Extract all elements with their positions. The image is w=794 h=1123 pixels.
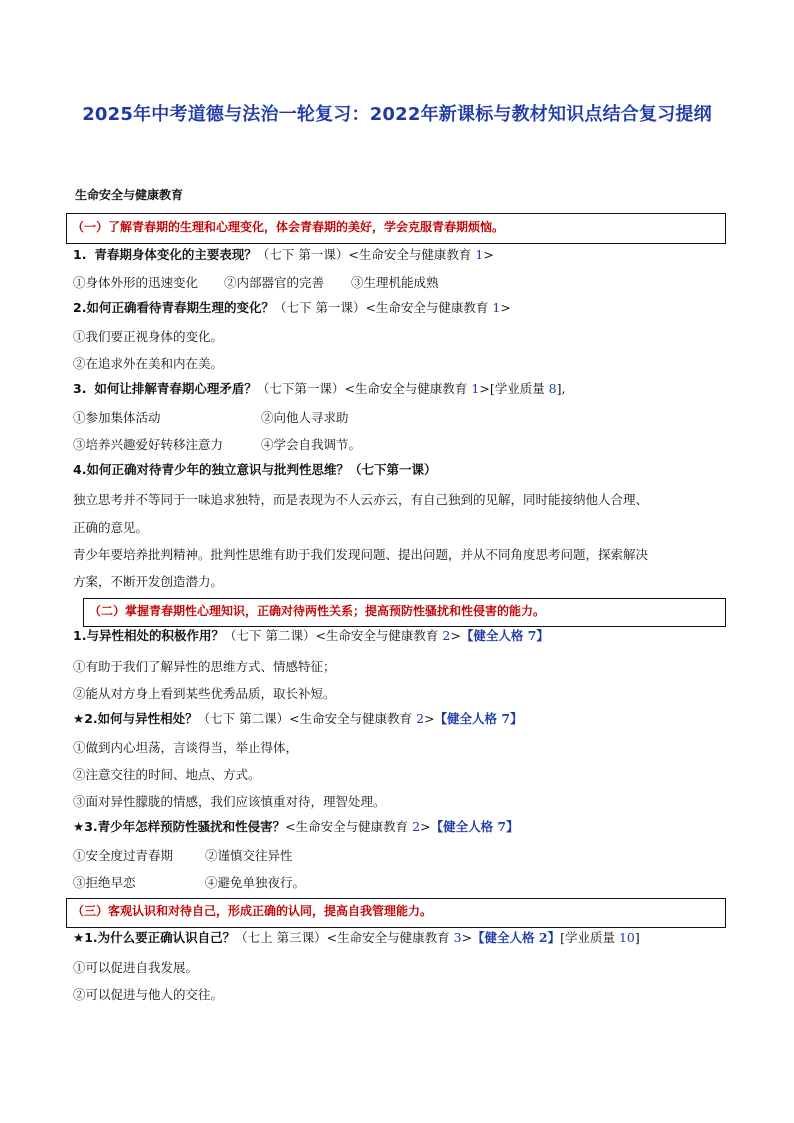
paragraph-line: 方案，不断开发创造潜力。 — [73, 574, 224, 589]
topic-box-3-text: （三）客观认识和对待自己，形成正确的认同，提高自我管理能力。 — [72, 904, 433, 918]
question-3 — [73, 381, 565, 397]
question-number: 2. — [73, 300, 87, 315]
standard-ref-close: > — [500, 300, 511, 315]
answer-item: ②可以促进与他人的交往。 — [73, 987, 224, 1002]
quality-ref: >[学业质量 — [479, 381, 549, 396]
answer-item: ③面对异性朦胧的情感，我们应该慎重对待，理智处理。 — [73, 794, 386, 809]
question-number: 1. — [73, 247, 87, 262]
personality-tag: 【健全人格 7】 — [434, 711, 523, 726]
standard-ref: <生命安全与健康教育 — [326, 930, 454, 945]
standard-ref-number: 1 — [475, 247, 484, 262]
standard-ref: <生命安全与健康教育 — [289, 711, 417, 726]
question-5 — [73, 628, 549, 644]
answer-item: ④学会自我调节。 — [261, 437, 362, 452]
course-ref: （七下第一课） — [348, 462, 437, 477]
standard-ref-close: > — [420, 819, 431, 834]
question-4 — [73, 462, 436, 478]
question-number: 4. — [73, 462, 87, 477]
standard-ref-number: 2 — [442, 628, 451, 643]
topic-box-2-text: （二）掌握青春期性心理知识，正确对待两性关系；提高预防性骚扰和性侵害的能力。 — [89, 604, 546, 618]
personality-tag: 【健全人格 7】 — [460, 628, 549, 643]
question-text: 与异性相处的积极作用？ — [86, 628, 224, 643]
answer-item: ③培养兴趣爱好转移注意力 — [73, 437, 224, 452]
answer-item: ③拒绝早恋 — [73, 875, 136, 890]
question-number: ★1. — [73, 930, 98, 945]
question-1 — [73, 247, 494, 263]
quality-ref-close: ] — [634, 930, 640, 945]
quality-ref-close: ], — [556, 381, 566, 396]
answer-item: ①身体外形的迅速变化 — [73, 275, 199, 290]
answer-item: ②注意交往的时间、地点、方式。 — [73, 767, 261, 782]
personality-tag: 【健全人格 2】 — [472, 930, 561, 945]
answer-item: ①可以促进自我发展。 — [73, 960, 199, 975]
question-2 — [73, 300, 511, 316]
answer-item: ①我们要正视身体的变化。 — [73, 329, 224, 344]
question-6 — [73, 711, 523, 727]
question-number: 1. — [73, 628, 87, 643]
standard-ref-number: 2 — [412, 819, 421, 834]
quality-ref-number: 8 — [548, 381, 557, 396]
course-ref: （七下 第二课） — [197, 711, 290, 726]
quality-ref: [学业质量 — [560, 930, 619, 945]
question-text: 如何正确对待青少年的独立意识与批判性思维？ — [86, 462, 349, 477]
personality-tag: 【健全人格 7】 — [430, 819, 519, 834]
answer-item: ③生理机能成熟 — [351, 275, 439, 290]
course-ref: （七下第一课） — [256, 381, 345, 396]
question-text: 为什么要正确认识自己？ — [97, 930, 236, 945]
standard-ref-number: 1 — [492, 300, 501, 315]
section-heading: 生命安全与健康教育 — [75, 188, 184, 202]
standard-ref: <生命安全与健康教育 — [348, 247, 476, 262]
standard-ref-close: > — [483, 247, 494, 262]
course-ref: （七上 第三课） — [235, 930, 327, 945]
question-text: 青少年怎样预防性骚扰和性侵害？ — [97, 819, 286, 834]
standard-ref-close: > — [450, 628, 461, 643]
answer-item: ②向他人寻求助 — [261, 410, 349, 425]
page-title: 2025年中考道德与法治一轮复习：2022年新课标与教材知识点结合复习提纲 — [82, 104, 712, 125]
question-8 — [73, 930, 640, 946]
standard-ref: <生命安全与健康教育 — [315, 628, 443, 643]
quality-ref-number: 10 — [618, 930, 635, 945]
question-number: 3. — [73, 381, 87, 396]
standard-ref: <生命安全与健康教育 — [365, 300, 493, 315]
answer-item: ①做到内心坦荡，言谈得当，举止得体， — [73, 740, 299, 755]
answer-item: ④避免单独夜行。 — [205, 875, 306, 890]
answer-item: ②在追求外在美和内在美。 — [73, 356, 224, 371]
question-text: 如何与异性相处？ — [97, 711, 198, 726]
question-number: ★2. — [73, 711, 98, 726]
answer-item: ②谨慎交往异性 — [205, 848, 293, 863]
standard-ref-number: 3 — [453, 930, 462, 945]
question-text: 如何正确看待青春期生理的变化？ — [86, 300, 274, 315]
topic-box-1-text: （一）了解青春期的生理和心理变化，体会青春期的美好，学会克服青春期烦恼。 — [72, 220, 505, 234]
standard-ref-number: 1 — [471, 381, 480, 396]
answer-item: ①有助于我们了解异性的思维方式、情感特征； — [73, 659, 336, 674]
question-7 — [73, 819, 519, 835]
standard-ref-close: > — [461, 930, 473, 945]
paragraph-line: 独立思考并不等同于一味追求独特，而是表现为不人云亦云，有自己独到的见解，同时能接纳他人合理、 — [73, 492, 649, 507]
standard-ref: <生命安全与健康教育 — [285, 819, 413, 834]
answer-item: ①安全度过青春期 — [73, 848, 174, 863]
question-text: 青春期身体变化的主要表现？ — [94, 247, 257, 262]
course-ref: （七下 第一课） — [273, 300, 366, 315]
course-ref: （七下 第一课） — [256, 247, 349, 262]
paragraph-line: 正确的意见。 — [73, 520, 149, 535]
question-text: 如何让排解青春期心理矛盾？ — [94, 381, 257, 396]
course-ref: （七下 第二课） — [223, 628, 316, 643]
answer-item: ①参加集体活动 — [73, 410, 161, 425]
question-number: ★3. — [73, 819, 98, 834]
answer-item: ②能从对方身上看到某些优秀品质，取长补短。 — [73, 686, 336, 701]
standard-ref-close: > — [424, 711, 435, 726]
standard-ref-number: 2 — [416, 711, 425, 726]
standard-ref: <生命安全与健康教育 — [344, 381, 472, 396]
paragraph-line: 青少年要培养批判精神。批判性思维有助于我们发现问题、提出问题，并从不同角度思考问题，探索解决 — [73, 547, 649, 562]
answer-item: ②内部器官的完善 — [224, 275, 325, 290]
